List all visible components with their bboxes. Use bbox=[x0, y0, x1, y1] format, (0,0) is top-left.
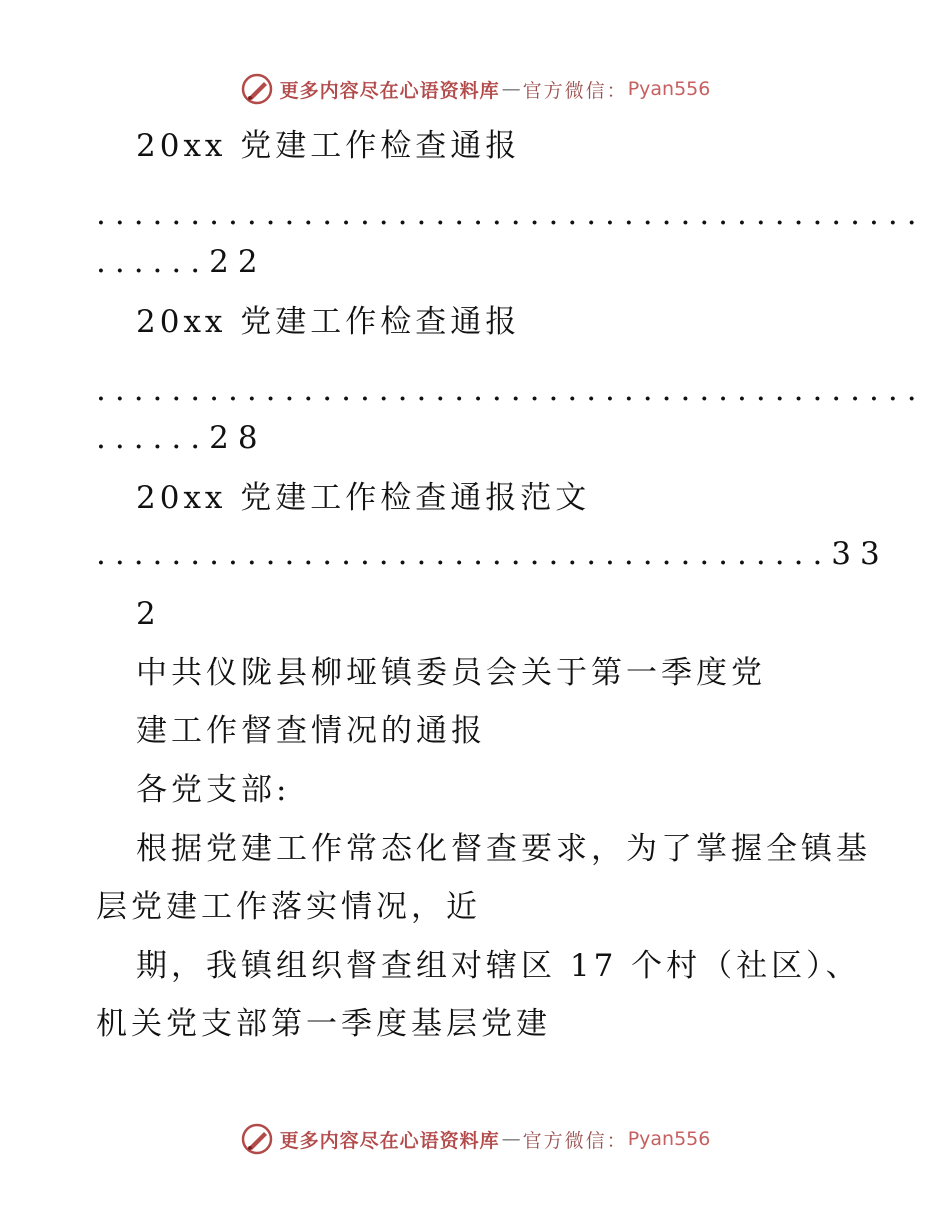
toc-entry-2-dots: ............................................ bbox=[96, 372, 926, 408]
watermark-wechat-id: Pyan556 bbox=[627, 1128, 711, 1150]
doc-salutation: 各党支部: bbox=[136, 772, 291, 808]
para1-line2: 层党建工作落实情况，近 bbox=[96, 889, 481, 925]
toc-entry-2-title: 20xx 党建工作检查通报 bbox=[136, 304, 521, 340]
watermark-wechat-id: Pyan556 bbox=[627, 78, 711, 100]
watermark-brand: 更多内容尽在心语资料库 bbox=[279, 1129, 500, 1152]
para2-line2: 机关党支部第一季度基层党建 bbox=[96, 1006, 551, 1042]
doc-heading-line2: 建工作督查情况的通报 bbox=[136, 713, 486, 749]
toc-entry-2-page: ......28 bbox=[96, 420, 267, 456]
watermark-brand: 更多内容尽在心语资料库 bbox=[279, 79, 500, 102]
toc-entry-3-page: 2 bbox=[136, 596, 160, 632]
pen-logo-icon bbox=[240, 1122, 274, 1156]
watermark-separator: — bbox=[501, 1128, 521, 1150]
header-watermark bbox=[0, 72, 950, 106]
para1-line1: 根据党建工作常态化督查要求，为了掌握全镇基 bbox=[136, 831, 871, 867]
watermark-separator: — bbox=[501, 78, 521, 100]
toc-entry-3-title: 20xx 党建工作检查通报范文 bbox=[136, 480, 591, 516]
para2-line1: 期，我镇组织督查组对辖区 17 个村（社区）、 bbox=[136, 948, 861, 984]
watermark-official: 官方微信： bbox=[522, 1129, 628, 1152]
toc-entry-3-dots: .......................................33 bbox=[96, 536, 889, 572]
toc-entry-1-page: ......22 bbox=[96, 244, 267, 280]
toc-entry-1-title: 20xx 党建工作检查通报 bbox=[136, 128, 521, 164]
toc-entry-1-dots: ............................................ bbox=[96, 196, 926, 232]
doc-heading-line1: 中共仪陇县柳垭镇委员会关于第一季度党 bbox=[136, 655, 766, 691]
watermark-official: 官方微信： bbox=[522, 79, 628, 102]
footer-watermark bbox=[0, 1122, 950, 1156]
pen-logo-icon bbox=[240, 72, 274, 106]
